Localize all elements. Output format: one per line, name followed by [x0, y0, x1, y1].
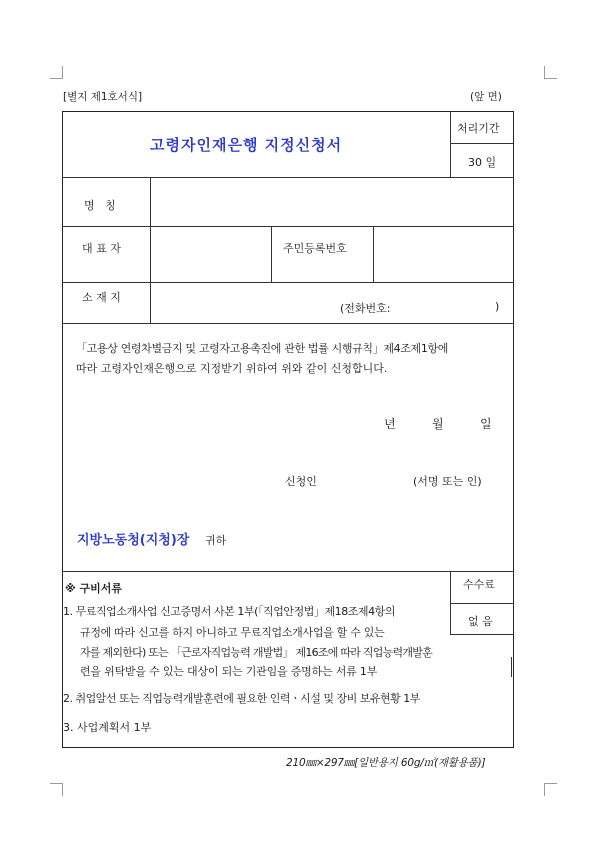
doc-item-1-line-4: 련을 위탁받을 수 있는 대상이 되는 기관임을 증명하는 서류 1부	[80, 665, 378, 678]
resident-number-label: 주민등록번호	[283, 242, 347, 255]
rrn-left-divider	[271, 226, 272, 282]
phone-label: (전화번호:	[340, 302, 391, 315]
name-label: 명 칭	[84, 199, 116, 212]
corner-mark-top-left	[50, 66, 63, 79]
fee-label: 수수료	[463, 578, 495, 591]
form-title: 고령자인재은행 지정신청서	[150, 136, 343, 154]
honorific: 귀하	[205, 534, 227, 547]
applicant-label: 신청인	[285, 475, 317, 488]
required-docs-heading: ※ 구비서류	[65, 582, 123, 595]
body-line-2: 따라 고령자인재은행으로 지정받기 위하여 위와 같이 신청합니다.	[76, 362, 388, 375]
row-divider-rep	[63, 282, 513, 283]
processing-period-value: 30 일	[468, 156, 497, 169]
body-line-1: 「고용상 연령차별금지 및 고령자고용촉진에 관한 법률 시행규칙」제4조제1항에	[76, 342, 449, 355]
processing-divider	[450, 143, 513, 144]
processing-period-label: 처리기간	[457, 122, 500, 135]
address-label: 소 재 지	[82, 291, 121, 304]
label-col-divider	[150, 177, 151, 323]
representative-label: 대 표 자	[82, 242, 121, 255]
text-cursor-bar	[511, 657, 512, 677]
page-side-label: (앞 면)	[470, 91, 502, 103]
doc-item-1-line-2: 규정에 따라 신고를 하지 아니하고 무료직업소개사업을 할 수 있는	[80, 626, 385, 639]
row-divider-name	[63, 226, 513, 227]
doc-item-1-line-3: 자를 제외한다) 또는 「근로자직업능력 개발법」 제16조에 따라 직업능력개발훈	[80, 646, 433, 659]
doc-item-1-line-1: 1. 무료직업소개사업 신고증명서 사본 1부(「직업안정법」제18조제4항의	[63, 605, 395, 618]
fee-value: 없 음	[468, 615, 493, 628]
paper-spec-footer: 210㎜×297㎜[일반용지 60g/㎡(재활용품)]	[286, 757, 486, 769]
date-month: 월	[432, 417, 444, 431]
row-divider-title	[63, 177, 513, 178]
doc-item-3: 3. 사업계획서 1부	[63, 721, 152, 734]
row-divider-body	[63, 571, 513, 572]
title-col-divider	[450, 112, 451, 177]
form-number: [별지 제1호서식]	[63, 91, 143, 103]
corner-mark-bottom-left	[50, 783, 63, 796]
row-divider-addr	[63, 323, 513, 324]
doc-item-2: 2. 취업알선 또는 직업능력개발훈련에 필요한 인력ㆍ시설 및 장비 보유현황 1부	[63, 692, 420, 705]
corner-mark-top-right	[544, 66, 557, 79]
rrn-right-divider	[373, 226, 374, 282]
fee-bottom-divider	[450, 634, 513, 635]
fee-divider	[450, 603, 513, 604]
recipient-office: 지방노동청(지청)장	[77, 533, 190, 548]
date-day: 일	[480, 417, 492, 431]
date-year: 년	[384, 417, 396, 431]
phone-close: )	[495, 300, 500, 313]
corner-mark-bottom-right	[544, 783, 557, 796]
fee-col-divider	[450, 571, 451, 634]
signature-label: (서명 또는 인)	[413, 475, 482, 488]
